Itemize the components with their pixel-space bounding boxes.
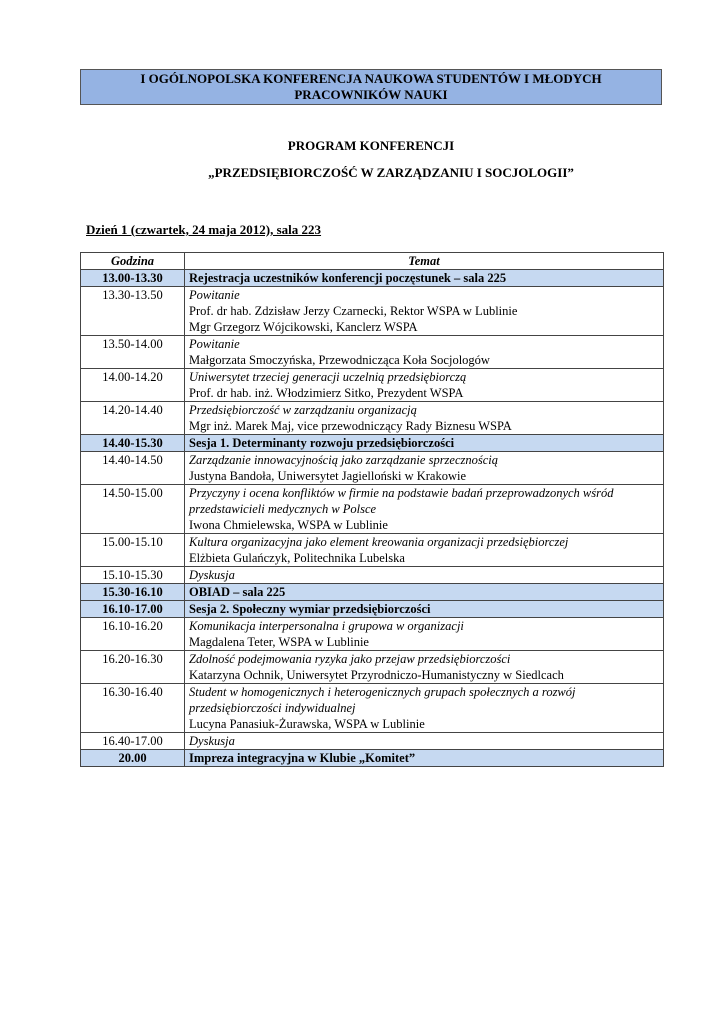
topic-cell	[185, 567, 664, 584]
table-row	[81, 452, 664, 485]
time-cell: 14.00-14.20	[81, 369, 185, 402]
time-cell: 15.00-15.10	[81, 534, 185, 567]
time-cell: 14.40-15.30	[81, 435, 185, 452]
topic-cell	[185, 618, 664, 651]
talk-title: Powitanie	[189, 288, 240, 302]
talk-title: Przedsiębiorczość w zarządzaniu organizacją	[189, 403, 417, 417]
time-cell: 13.00-13.30	[81, 270, 185, 287]
time-cell: 15.30-16.10	[81, 584, 185, 601]
table-row	[81, 567, 664, 584]
table-row	[81, 369, 664, 402]
speaker-line: Prof. dr hab. Zdzisław Jerzy Czarnecki, Rektor WSPA w Lublinie	[189, 304, 518, 318]
table-row	[81, 287, 664, 336]
session-row	[81, 584, 664, 601]
talk-title: Student w homogenicznych i heterogenicznych grupach społecznych a rozwój przedsiębiorczości indywidualnej	[189, 685, 576, 715]
time-cell: 20.00	[81, 750, 185, 767]
table-row	[81, 534, 664, 567]
session-label: Sesja 1. Determinanty rozwoju przedsiębiorczości	[189, 436, 455, 450]
speaker-line: Prof. dr hab. inż. Włodzimierz Sitko, Prezydent WSPA	[189, 386, 464, 400]
time-cell: 14.40-14.50	[81, 452, 185, 485]
table-row	[81, 336, 664, 369]
speaker-line: Magdalena Teter, WSPA w Lublinie	[189, 635, 369, 649]
schedule-table	[80, 252, 664, 767]
talk-title: Powitanie	[189, 337, 240, 351]
table-row	[81, 485, 664, 534]
schedule-body	[81, 270, 664, 767]
talk-title: Uniwersytet trzeciej generacji uczelnią przedsiębiorczą	[189, 370, 467, 384]
conference-title: „PRZEDSIĘBIORCZOŚĆ W ZARZĄDZANIU I SOCJOLOGII”	[208, 165, 574, 180]
speaker-line: Katarzyna Ochnik, Uniwersytet Przyrodniczo-Humanistyczny w Siedlcach	[189, 668, 564, 682]
topic-cell	[185, 733, 664, 750]
topic-cell	[185, 684, 664, 733]
banner-line-2: PRACOWNIKÓW NAUKI	[294, 87, 448, 102]
topic-cell	[185, 584, 664, 601]
speaker-line: Małgorzata Smoczyńska, Przewodnicząca Koła Socjologów	[189, 353, 490, 367]
session-label: Rejestracja uczestników konferencji poczęstunek – sala 225	[189, 271, 507, 285]
topic-cell	[185, 750, 664, 767]
topic-cell	[185, 270, 664, 287]
banner-line-1: I OGÓLNOPOLSKA KONFERENCJA NAUKOWA STUDENTÓW I MŁODYCH	[140, 71, 602, 86]
session-label: Impreza integracyjna w Klubie „Komitet”	[189, 751, 416, 765]
topic-cell	[185, 287, 664, 336]
topic-cell	[185, 452, 664, 485]
talk-title: Zarządzanie innowacyjnością jako zarządzanie sprzecznością	[189, 453, 499, 467]
conference-banner	[80, 69, 662, 105]
talk-title: Komunikacja interpersonalna i grupowa w organizacji	[189, 619, 464, 633]
session-row	[81, 601, 664, 618]
talk-title: Dyskusja	[189, 734, 235, 748]
speaker-line: Elżbieta Gulańczyk, Politechnika Lubelska	[189, 551, 405, 565]
time-cell: 15.10-15.30	[81, 567, 185, 584]
topic-cell	[185, 485, 664, 534]
table-row	[81, 684, 664, 733]
topic-cell	[185, 336, 664, 369]
time-cell: 16.40-17.00	[81, 733, 185, 750]
topic-cell	[185, 435, 664, 452]
speaker-line: Iwona Chmielewska, WSPA w Lublinie	[189, 518, 388, 532]
session-label: Sesja 2. Społeczny wymiar przedsiębiorczości	[189, 602, 431, 616]
program-title: PROGRAM KONFERENCJI	[287, 138, 455, 153]
session-row	[81, 750, 664, 767]
speaker-line: Mgr Grzegorz Wójcikowski, Kanclerz WSPA	[189, 320, 418, 334]
talk-title: Kultura organizacyjna jako element kreowania organizacji przedsiębiorczej	[189, 535, 569, 549]
session-row	[81, 270, 664, 287]
session-label: OBIAD – sala 225	[189, 585, 286, 599]
table-row	[81, 733, 664, 750]
time-cell: 13.50-14.00	[81, 336, 185, 369]
time-cell: 16.10-17.00	[81, 601, 185, 618]
talk-title: Przyczyny i ocena konfliktów w firmie na podstawie badań przeprowadzonych wśród przedstawicieli medycznych w Polsce	[189, 486, 614, 516]
topic-cell	[185, 651, 664, 684]
topic-cell	[185, 534, 664, 567]
time-cell: 14.50-15.00	[81, 485, 185, 534]
time-cell: 16.10-16.20	[81, 618, 185, 651]
table-row	[81, 618, 664, 651]
table-row	[81, 651, 664, 684]
time-cell: 13.30-13.50	[81, 287, 185, 336]
topic-cell	[185, 601, 664, 618]
table-header-row	[81, 253, 664, 270]
session-row	[81, 435, 664, 452]
talk-title: Dyskusja	[189, 568, 235, 582]
speaker-line: Mgr inż. Marek Maj, vice przewodniczący Rady Biznesu WSPA	[189, 419, 512, 433]
time-cell: 16.20-16.30	[81, 651, 185, 684]
column-header-time: Godzina	[81, 253, 185, 270]
talk-title: Zdolność podejmowania ryzyka jako przejaw przedsiębiorczości	[189, 652, 511, 666]
time-cell: 14.20-14.40	[81, 402, 185, 435]
day-heading: Dzień 1 (czwartek, 24 maja 2012), sala 223	[86, 222, 322, 237]
table-row	[81, 402, 664, 435]
speaker-line: Justyna Bandoła, Uniwersytet Jagielloński w Krakowie	[189, 469, 467, 483]
time-cell: 16.30-16.40	[81, 684, 185, 733]
column-header-topic: Temat	[185, 253, 664, 270]
topic-cell	[185, 402, 664, 435]
topic-cell	[185, 369, 664, 402]
speaker-line: Lucyna Panasiuk-Żurawska, WSPA w Lublinie	[189, 717, 425, 731]
